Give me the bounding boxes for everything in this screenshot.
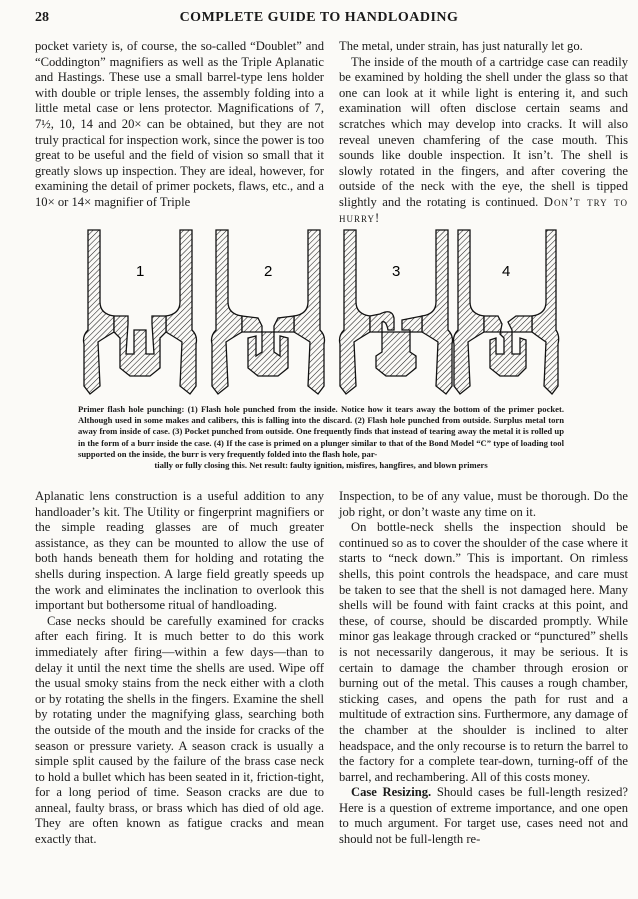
section-3 [340,230,453,394]
page-header [0,10,638,30]
page-number: 28 [35,10,49,25]
paragraph-text: The inside of the mouth of a cartridge case can readily be examined by holding the shell under the glass so that one can look at it while light is entering it, and such examination will often disclose certain seams and scratches which may develop into cracks. It will also reveal uneven chamfering of the case mouth. This sounds like double inspection. It isn’t. The shell is slowly rotated in the fingers, and after covering the outside of the neck with the eye, the shell is tipped slightly and the rotating is continued. [339,54,628,209]
cartridge-cross-section-figure [80,226,560,401]
paragraph [339,785,628,847]
cross-section-diagram [80,226,560,401]
paragraph: pocket variety is, of course, the so-called “Doublet” and “Coddington” magnifiers as well as the Triple Aplanatic and Hastings. These use a small barrel-type lens holder with double or triple lenses, the assembly folding into a little metal case or lens protector. Magnifications of 7, 7½, 10, 14 and 20× can be obtained, but they are not truly practical for inspection work, since the power is too great to be useful and the field of vision so small that it greatly slows up inspection. They are ideal, however, for examining the detail of primer pockets, flaws, etc., and a 10× or 14× magnifier of Triple [35,39,324,209]
column-bottom-right [339,489,628,848]
caption-text: Primer flash hole punching: (1) Flash hole punched from the inside. Notice how it tears away the bottom of the primer pocket. Although used in some makes and calibers, this is falling into the discard. (2) Flash hole punched from outside. Surplus metal torn away from inside of case. (3) Pocket punched from outside. One frequently finds that instead of tearing away the metal it is rolled up in the form of a burr inside the case. (4) If the case is primed on a plunger similar to that of the Bond Model “C” type of loading tool supported on the inside, the burr is very frequently folded into the flash hole, par- [78,404,564,459]
figure-label: 4 [502,263,511,280]
column-top-left [35,39,324,211]
emphasis-text: Don’t try to hurry! [339,194,628,225]
running-title: COMPLETE GUIDE TO HANDLOADING [179,10,459,25]
figure-label: 3 [392,263,401,280]
paragraph-text: Should cases be full-length resized? Here is a question of extreme importance, and one open to much argument. For target use, cases need not and should not be full-length re- [339,785,628,847]
section-heading: Case Resizing. [351,785,432,800]
paragraph [339,55,628,227]
section-4 [454,230,559,394]
caption-last-line: tially or fully closing this. Net result: faulty ignition, misfires, hangfires, and blown primers [154,460,488,471]
paragraph: Case necks should be carefully examined for cracks after each firing. It is much better to do this work immediately after firing—within a few days—than to delay it until the next time the shells are used. Wipe off the usual smoky stains from the neck either with a cloth or by rotating the shells in the fingers. Examine the shell by rotating under the magnifying glass, searching both the outside of the mouth and the inside for cracks of the season or pressure variety. A season crack is usually a simple split caused by the failure of the brass case neck to hold a bullet which has been seated in it, friction-tight, for a long period of time. Season cracks are due to anneal, faulty brass, or brass which has died of old age. They are often known as fatigue cracks and mean exactly that. [35,613,324,847]
figure-label: 2 [264,263,273,280]
section-1 [84,230,197,394]
paragraph: On bottle-neck shells the inspection should be continued so as to cover the shoulder of the case where it starts to “neck down.” This is important. On rimless shells, this point controls the headspace, and care must be taken to see that the shell is not damaged here. Many shells will be found with faint cracks at this point, and these, of course, should be discarded promptly. While minor gas leakage through cracked or “punctured” shells is not necessarily dangerous, it may be serious. It is certain to damage the chamber through erosion or burning out of the metal. This causes a rough chamber, sticking cases, and opens the path for rust and a multitude of extraction sins. Furthermore, any damage of the chamber at the shoulder is inclined to alter headspace, and the only recourse is to return the barrel to the factory for a complete tear-down, turning-off of the barrel, and rechambering. All of this costs money. [339,520,628,784]
paragraph: Inspection, to be of any value, must be thorough. Do the job right, or don’t waste any time on it. [339,489,628,519]
column-bottom-left [35,489,324,848]
figure-label: 1 [136,263,145,280]
section-2 [212,230,325,394]
figure-caption [78,404,564,471]
paragraph: The metal, under strain, has just naturally let go. [339,39,583,53]
paragraph: Aplanatic lens construction is a useful addition to any handloader’s kit. The Utility or fingerprint magnifiers or the simple reading glasses are of much greater assistance, as they can be mounted to allow the use of both hands beneath them for holding and rotating the shells during inspection. A large field greatly speeds up the work and eliminates the inclination to overlook this important but bothersome ritual of handloading. [35,489,324,613]
column-top-right [339,39,628,226]
